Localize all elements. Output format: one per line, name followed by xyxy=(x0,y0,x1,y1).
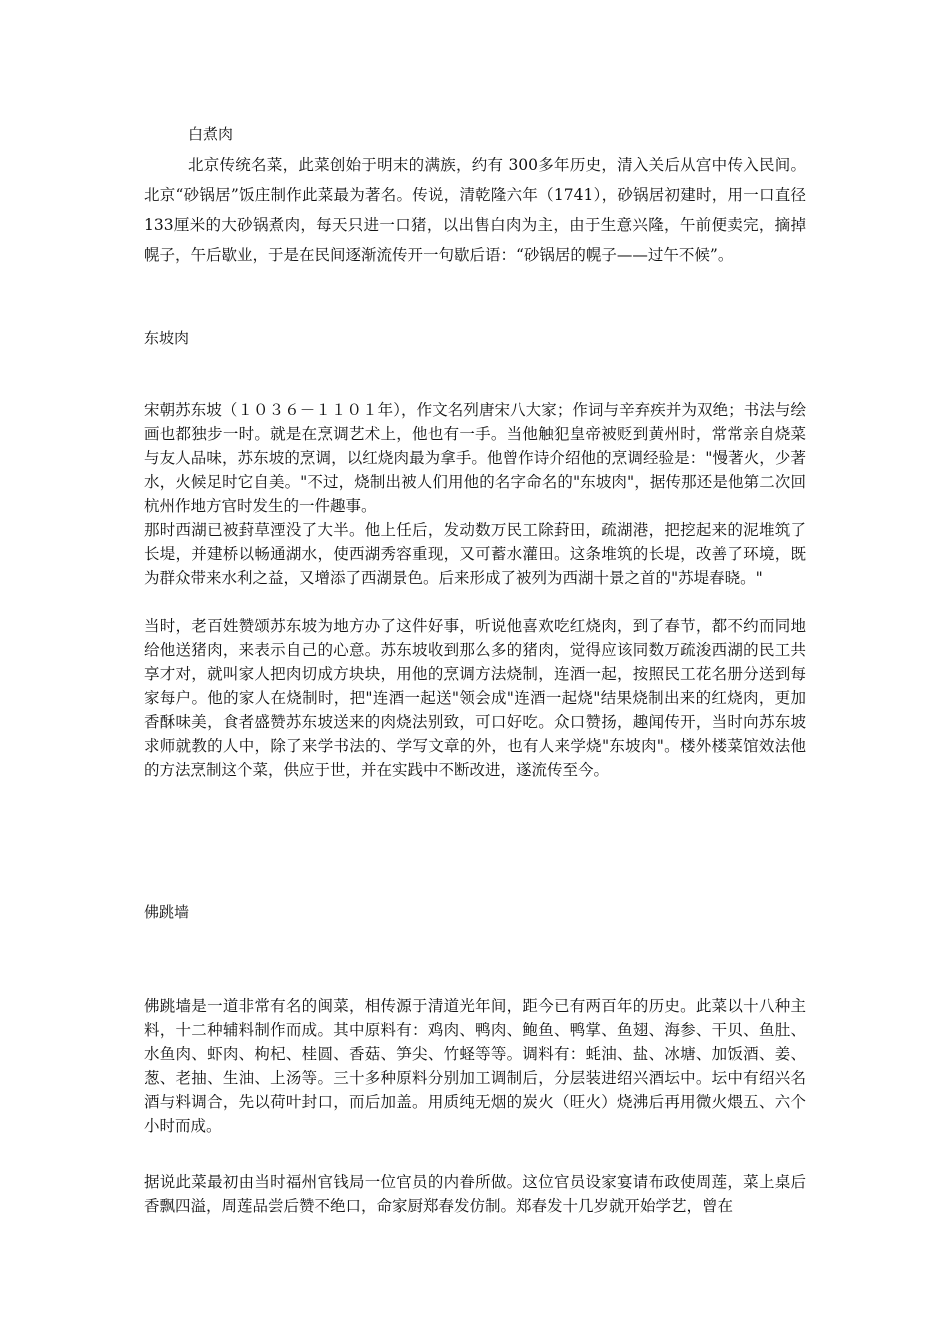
paragraph-dongporou-1: 宋朝苏东坡（１０３６－１１０１年），作文名列唐宋八大家；作词与辛弃疾并为双绝；书法与绘画也都独步一时。就是在烹调艺术上，他也有一手。当他触犯皇帝被贬到黄州时，常常亲自烧菜与友人品味，苏东坡的烹调，以红烧肉最为拿手。他曾作诗介绍他的烹调经验是："慢著火，少著水，火候足时它自美。"不过，烧制出被人们用他的名字命名的"东坡肉"，据传那还是他第二次回杭州作地方官时发生的一件趣事。 xyxy=(144,401,806,515)
section-title-dongporou: 东坡肉 xyxy=(144,329,190,347)
paragraph-fotiaoqiang-2: 据说此菜最初由当时福州官钱局一位官员的内眷所做。这位官员设家宴请布政使周莲，菜上桌后香飘四溢，周莲品尝后赞不绝口，命家厨郑春发仿制。郑春发十几岁就开始学艺，曾在 xyxy=(144,1173,806,1215)
section-title-baizhurou: 白煮肉 xyxy=(188,125,234,143)
paragraph-dongporou-2: 那时西湖已被葑草湮没了大半。他上任后，发动数万民工除葑田，疏湖港，把挖起来的泥堆筑了长堤，并建桥以畅通湖水，使西湖秀容重现，又可蓄水灌田。这条堆筑的长堤，改善了环境，既为群众带来水利之益，又增添了西湖景色。后来形成了被列为西湖十景之首的"苏堤春晓。" xyxy=(144,521,806,587)
paragraph-fotiaoqiang-1: 佛跳墙是一道非常有名的闽菜，相传源于清道光年间，距今已有两百年的历史。此菜以十八种主料，十二种辅料制作而成。其中原料有：鸡肉、鸭肉、鲍鱼、鸭掌、鱼翅、海参、干贝、鱼肚、水鱼肉、虾肉、枸杞、桂圆、香菇、笋尖、竹蛏等等。调料有：蚝油、盐、冰塘、加饭酒、姜、葱、老抽、生油、上汤等。三十多种原料分别加工调制后，分层装进绍兴酒坛中。坛中有绍兴名酒与料调合，先以荷叶封口，而后加盖。用质纯无烟的炭火（旺火）烧沸后再用微火煨五、六个小时而成。 xyxy=(144,997,806,1135)
paragraph-dongporou-3: 当时，老百姓赞颂苏东坡为地方办了这件好事，听说他喜欢吃红烧肉，到了春节，都不约而同地给他送猪肉，来表示自己的心意。苏东坡收到那么多的猪肉，觉得应该同数万疏浚西湖的民工共享才对，就叫家人把肉切成方块块，用他的烹调方法烧制，连酒一起，按照民工花名册分送到每家每户。他的家人在烧制时，把"连酒一起送"领会成"连酒一起烧"结果烧制出来的红烧肉，更加香酥味美，食者盛赞苏东坡送来的肉烧法别致，可口好吃。众口赞扬，趣闻传开，当时向苏东坡求师就教的人中，除了来学书法的、学写文章的外，也有人来学烧"东坡肉"。楼外楼菜馆效法他的方法烹制这个菜，供应于世，并在实践中不断改进，遂流传至今。 xyxy=(144,617,806,779)
paragraph-baizhurou: 北京传统名菜，此菜创始于明末的满族，约有 300多年历史，清入关后从宫中传入民间。北京“砂锅居”饭庄制作此菜最为著名。传说，清乾隆六年（1741），砂锅居初建时，用一口直径 133厘米的大砂锅煮肉，每天只进一口猪，以出售白肉为主，由于生意兴隆，午前便卖完，摘掉幌子，午后歇业，于是在民间逐渐流传开一句歇后语：“砂锅居的幌子——过午不候”。 xyxy=(144,156,806,264)
section-title-fotiaoqiang: 佛跳墙 xyxy=(144,903,190,921)
